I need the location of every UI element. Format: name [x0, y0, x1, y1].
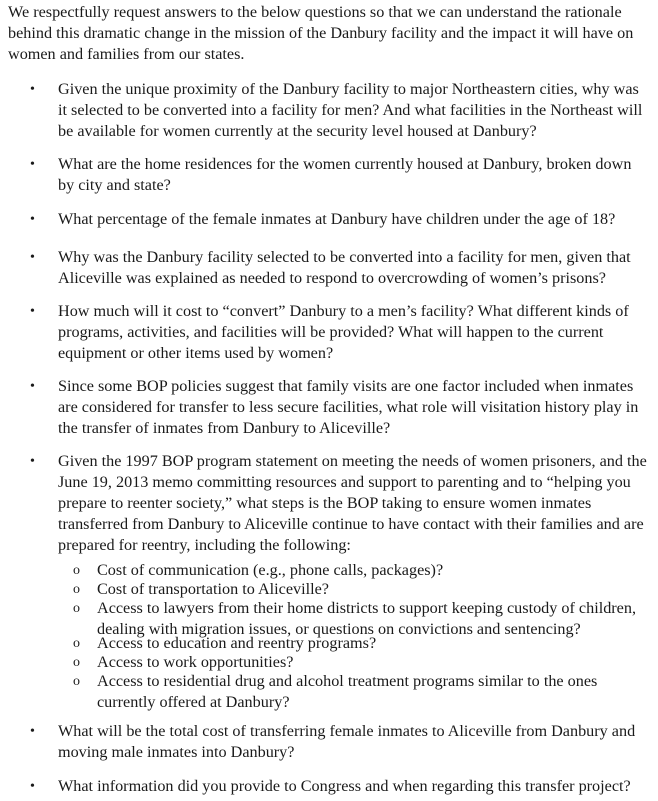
intro-paragraph: We respectfully request answers to the below questions so that we can understand the rationale behind this dramatic change in the mission of the Danbury facility and the impact it will have on women and families from our states. [8, 3, 634, 63]
sub-bullet-marker: o [73, 582, 80, 597]
sub-bullet-marker: o [73, 563, 80, 578]
bullet-marker: • [30, 82, 35, 97]
sub-bullet-marker: o [73, 655, 80, 670]
bullet-marker: • [30, 454, 35, 469]
sub-item-text: Access to work opportunities? [97, 653, 294, 671]
question-text: What are the home residences for the women currently housed at Danbury, broken down by city and state? [58, 155, 632, 194]
question-text: What percentage of the female inmates at Danbury have children under the age of 18? [58, 210, 616, 228]
question-text: Why was the Danbury facility selected to be converted into a facility for men, given that Aliceville was explained as needed to respond to overcrowding of women’s prisons? [58, 248, 631, 287]
sub-bullet-marker: o [73, 674, 80, 689]
sub-item-text: Access to lawyers from their home districts to support keeping custody of children, dealing with migration issues, or questions on convictions and sentencing? [97, 599, 637, 638]
bullet-marker: • [30, 212, 35, 227]
bullet-marker: • [30, 250, 35, 265]
bullet-marker: • [30, 779, 35, 794]
sub-item-text: Access to education and reentry programs? [97, 634, 377, 652]
question-text: Given the 1997 BOP program statement on meeting the needs of women prisoners, and the June 19, 2013 memo committing resources and support to parenting and to “helping you prepare to reenter society,” what steps is the BOP taking to ensure women inmates transferred from Danbury to Aliceville continue to have contact with their families and are prepared for reentry, including the following: [58, 452, 647, 554]
bullet-marker: • [30, 724, 35, 739]
question-text: Since some BOP policies suggest that family visits are one factor included when inmates are considered for transfer to less secure facilities, what role will visitation history play in the transfer of inmates from Danbury to Aliceville? [58, 377, 639, 437]
question-text: What will be the total cost of transferring female inmates to Aliceville from Danbury and moving male inmates into Danbury? [58, 722, 636, 761]
bullet-marker: • [30, 379, 35, 394]
bullet-marker: • [30, 304, 35, 319]
sub-item-text: Cost of communication (e.g., phone calls, packages)? [97, 561, 444, 579]
question-text: Given the unique proximity of the Danbury facility to major Northeastern cities, why was it selected to be converted into a facility for men? And what facilities in the Northeast will be available for women currently at the security level housed at Danbury? [58, 80, 643, 140]
sub-item-text: Access to residential drug and alcohol treatment programs similar to the ones currently offered at Danbury? [97, 672, 598, 711]
sub-bullet-marker: o [73, 636, 80, 651]
sub-bullet-marker: o [73, 601, 80, 616]
question-text: What information did you provide to Congress and when regarding this transfer project? [58, 777, 631, 795]
question-text: How much will it cost to “convert” Danbury to a men’s facility? What different kinds of programs, activities, and facilities will be provided? What will happen to the current equipment or other items used by women? [58, 302, 629, 362]
bullet-marker: • [30, 157, 35, 172]
sub-item-text: Cost of transportation to Aliceville? [97, 580, 329, 598]
